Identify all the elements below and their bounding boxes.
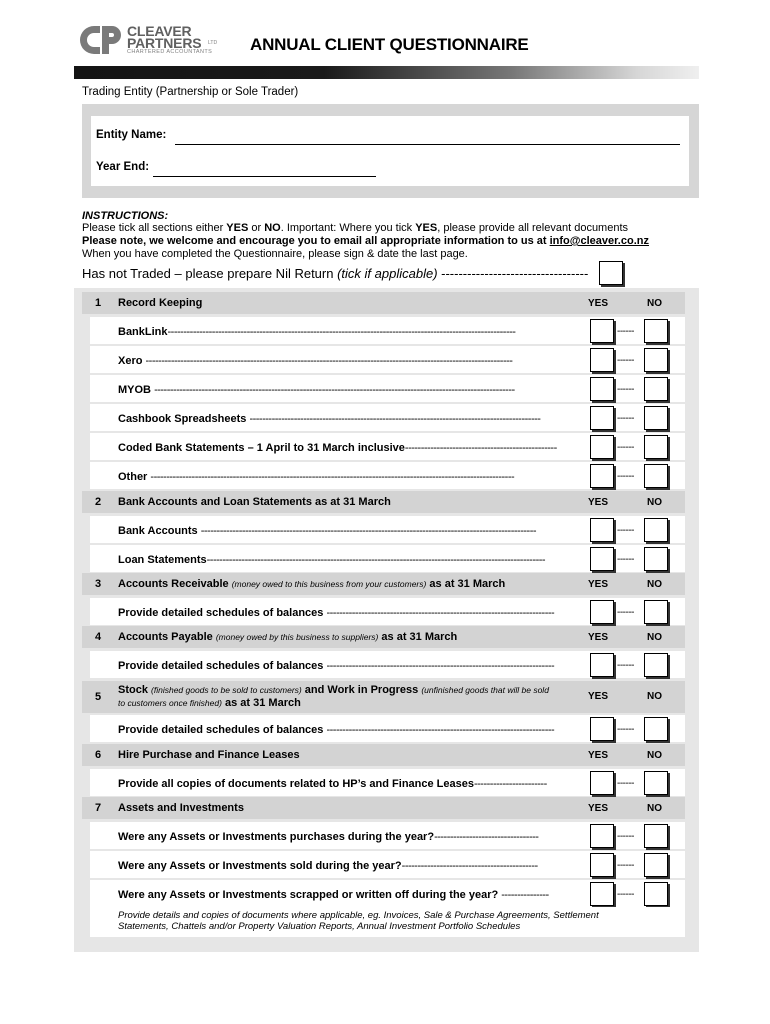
section-1-row-6-no-checkbox[interactable] (644, 464, 668, 488)
section-2-row-2-label: Loan Statements----------------------------------------------------------------------------------------------------------- (118, 554, 546, 566)
section-5-row-1-yes-checkbox[interactable] (590, 717, 614, 741)
row-dash-separator: ------ (617, 326, 634, 337)
section-2-yes-header: YES (588, 497, 609, 508)
footer-note-line2: Statements, Chattels and/or Property Valuation Reports, Annual Investment Portfolio Schedules (118, 921, 521, 932)
section-4-no-header: NO (647, 632, 662, 643)
header-gradient-bar (74, 66, 699, 79)
row-dash-separator: ------ (617, 355, 634, 366)
section-4-row-1-yes-checkbox[interactable] (590, 653, 614, 677)
instructions-heading: INSTRUCTIONS: (82, 210, 169, 222)
section-1-row-2-label: Xero -------------------------------------------------------------------------------------------------------------------- (118, 355, 513, 367)
section-1-row-2-no-checkbox[interactable] (644, 348, 668, 372)
row-dash-separator: ------ (617, 860, 634, 871)
instructions-line1: Please tick all sections either YES or NO. Important: Where you tick YES, please provide all relevant documents (82, 222, 629, 234)
cp-logo-icon (80, 25, 124, 55)
section-7-row-2-label: Were any Assets or Investments sold during the year?------------------------------------------- (118, 860, 538, 872)
section-1-row-5-no-checkbox[interactable] (644, 435, 668, 459)
section-1-row-6-yes-checkbox[interactable] (590, 464, 614, 488)
section-2-number: 2 (95, 496, 102, 508)
section-4-title: Accounts Payable (money owed by this business to suppliers) as at 31 March (118, 631, 458, 643)
entity-name-label: Entity Name: (96, 129, 167, 141)
section-2-row-2-yes-checkbox[interactable] (590, 547, 614, 571)
section-7-row-3-no-checkbox[interactable] (644, 882, 668, 906)
logo-subtext: CHARTERED ACCOUNTANTS (127, 49, 213, 55)
nil-return-checkbox[interactable] (599, 261, 623, 285)
section-1-no-header: NO (647, 298, 662, 309)
section-3-title: Accounts Receivable (money owed to this business from your customers) as at 31 March (118, 578, 506, 590)
section-4-row-1-no-checkbox[interactable] (644, 653, 668, 677)
section-3-row-1-no-checkbox[interactable] (644, 600, 668, 624)
section-2-row-1-label: Bank Accounts ---------------------------------------------------------------------------------------------------------- (118, 525, 537, 537)
email-link[interactable]: info@cleaver.co.nz (549, 235, 649, 247)
instructions-line2: Please note, we welcome and encourage you to email all appropriate information to us at info@cleaver.co.nz (82, 235, 649, 247)
row-dash-separator: ------ (617, 831, 634, 842)
section-5-no-header: NO (647, 691, 662, 702)
row-dash-separator: ------ (617, 607, 634, 618)
section-1-row-3-no-checkbox[interactable] (644, 377, 668, 401)
section-4-row-1-label: Provide detailed schedules of balances ------------------------------------------------------------------------ (118, 660, 555, 672)
footer-note-line1: Provide details and copies of documents where applicable, eg. Invoices, Sale & Purchase Agreements, Settlement (118, 910, 599, 921)
section-7-row-3-label: Were any Assets or Investments scrapped or written off during the year? --------------- (118, 889, 549, 901)
entity-name-field[interactable] (175, 144, 680, 145)
section-5-row-1-label: Provide detailed schedules of balances ------------------------------------------------------------------------ (118, 724, 555, 736)
row-dash-separator: ------ (617, 724, 634, 735)
section-6-row-1-label: Provide all copies of documents related to HP’s and Finance Leases----------------------- (118, 778, 547, 790)
page-title: ANNUAL CLIENT QUESTIONNAIRE (250, 35, 529, 54)
section-1-row-5-label: Coded Bank Statements – 1 April to 31 March inclusive------------------------------------------------ (118, 442, 557, 454)
row-dash-separator: ------ (617, 413, 634, 424)
section-1-row-1-label: BankLink-------------------------------------------------------------------------------------------------------------- (118, 326, 516, 338)
section-7-row-1-yes-checkbox[interactable] (590, 824, 614, 848)
row-dash-separator: ------ (617, 525, 634, 536)
instructions-line3: When you have completed the Questionnaire, please sign & date the last page. (82, 248, 468, 260)
section-1-title: Record Keeping (118, 297, 203, 309)
section-5-row-1-no-checkbox[interactable] (644, 717, 668, 741)
section-6-number: 6 (95, 749, 102, 761)
section-3-row-1-label: Provide detailed schedules of balances ------------------------------------------------------------------------ (118, 607, 555, 619)
section-5-title: Stock (finished goods to be sold to customers) and Work in Progress (unfinished goods that will be sold to customers once finished) as at 31 March (118, 684, 549, 709)
row-dash-separator: ------ (617, 889, 634, 900)
section-6-yes-header: YES (588, 750, 609, 761)
section-5-yes-header: YES (588, 691, 609, 702)
section-1-row-1-yes-checkbox[interactable] (590, 319, 614, 343)
section-2-title: Bank Accounts and Loan Statements as at 31 March (118, 496, 391, 508)
section-7-number: 7 (95, 802, 102, 814)
section-1-row-4-label: Cashbook Spreadsheets -------------------------------------------------------------------------------------------- (118, 413, 541, 425)
section-2-no-header: NO (647, 497, 662, 508)
company-logo (80, 24, 220, 60)
section-7-no-header: NO (647, 803, 662, 814)
section-6-no-header: NO (647, 750, 662, 761)
section-6-row-1-yes-checkbox[interactable] (590, 771, 614, 795)
section-1-row-6-label: Other ------------------------------------------------------------------------------------------------------------------- (118, 471, 515, 483)
section-1-number: 1 (95, 297, 102, 309)
section-2-row-1-no-checkbox[interactable] (644, 518, 668, 542)
entity-details-box (82, 104, 699, 198)
year-end-label: Year End: (96, 161, 150, 173)
section-1-row-5-yes-checkbox[interactable] (590, 435, 614, 459)
section-1-row-1-no-checkbox[interactable] (644, 319, 668, 343)
section-1-row-2-yes-checkbox[interactable] (590, 348, 614, 372)
section-7-row-2-no-checkbox[interactable] (644, 853, 668, 877)
section-1-row-3-label: MYOB ------------------------------------------------------------------------------------------------------------------ (118, 384, 515, 396)
row-dash-separator: ------ (617, 442, 634, 453)
section-1-row-3-yes-checkbox[interactable] (590, 377, 614, 401)
section-3-number: 3 (95, 578, 102, 590)
nil-return-line: Has not Traded – please prepare Nil Return (tick if applicable) ---------------------------------- (82, 266, 589, 281)
logo-ltd: LTD (208, 40, 218, 46)
section-2-row-1-yes-checkbox[interactable] (590, 518, 614, 542)
section-2-row-2-no-checkbox[interactable] (644, 547, 668, 571)
section-1-yes-header: YES (588, 298, 609, 309)
section-5-number: 5 (95, 691, 102, 703)
section-7-row-1-label: Were any Assets or Investments purchases during the year?--------------------------------- (118, 831, 539, 843)
logo-text-line1: CLEAVER (127, 23, 192, 39)
section-4-number: 4 (95, 631, 102, 643)
row-dash-separator: ------ (617, 660, 634, 671)
section-3-no-header: NO (647, 579, 662, 590)
row-dash-separator: ------ (617, 384, 634, 395)
form-subtitle: Trading Entity (Partnership or Sole Trader) (82, 86, 299, 98)
section-7-yes-header: YES (588, 803, 609, 814)
section-6-title: Hire Purchase and Finance Leases (118, 749, 300, 761)
section-1-row-4-yes-checkbox[interactable] (590, 406, 614, 430)
section-1-row-4-no-checkbox[interactable] (644, 406, 668, 430)
section-7-row-1-no-checkbox[interactable] (644, 824, 668, 848)
section-3-yes-header: YES (588, 579, 609, 590)
section-7-row-2-yes-checkbox[interactable] (590, 853, 614, 877)
logo-text-line2: PARTNERS (127, 35, 202, 51)
section-7-row-3-yes-checkbox[interactable] (590, 882, 614, 906)
section-7-title: Assets and Investments (118, 802, 244, 814)
row-dash-separator: ------ (617, 778, 634, 789)
row-dash-separator: ------ (617, 554, 634, 565)
section-3-row-1-yes-checkbox[interactable] (590, 600, 614, 624)
section-4-yes-header: YES (588, 632, 609, 643)
row-dash-separator: ------ (617, 471, 634, 482)
year-end-field[interactable] (153, 176, 376, 177)
section-6-row-1-no-checkbox[interactable] (644, 771, 668, 795)
